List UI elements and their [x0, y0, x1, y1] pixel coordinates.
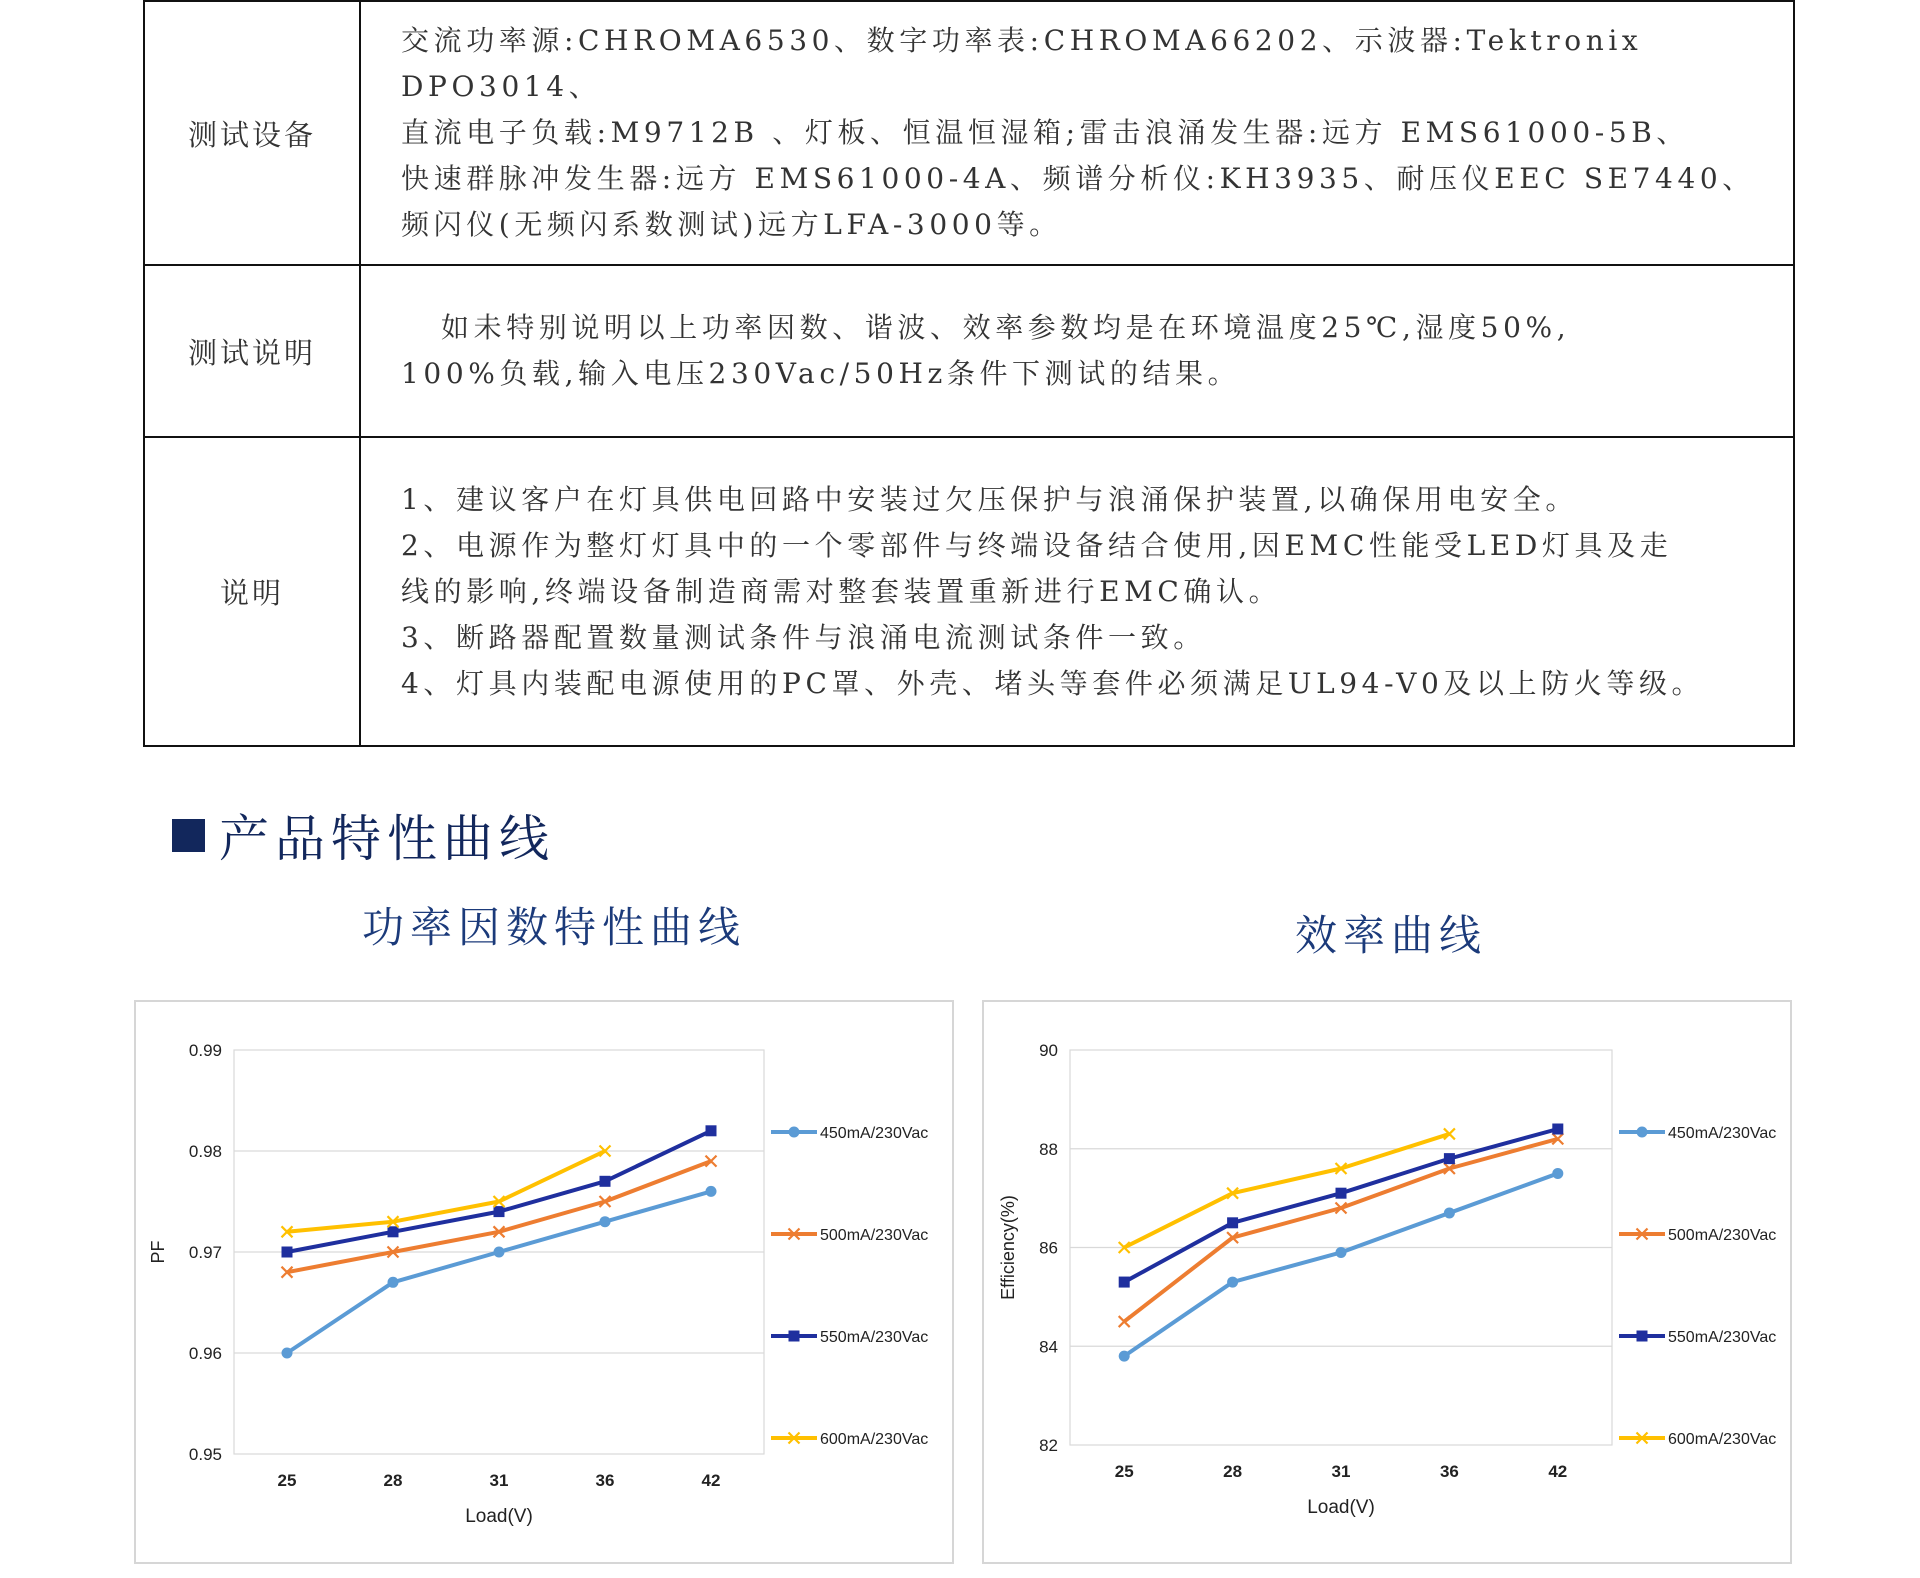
legend-label: 450mA/230Vac: [1668, 1125, 1777, 1142]
pf-chart-svg: [136, 1002, 952, 1562]
data-point: [1552, 1168, 1563, 1179]
spec-key-equipment: 测试设备: [145, 2, 361, 264]
series-line: [1124, 1129, 1558, 1282]
data-point: [282, 1247, 293, 1258]
data-point: [1227, 1217, 1238, 1228]
x-tick-label: 42: [701, 1471, 721, 1490]
x-tick-label: 31: [489, 1471, 509, 1490]
data-point: [1336, 1247, 1347, 1258]
spec-table: [143, 0, 1795, 747]
square-bullet-icon: [172, 819, 205, 852]
data-point: [706, 1186, 717, 1197]
legend-label: 550mA/230Vac: [820, 1329, 929, 1346]
x-tick-label: 25: [277, 1471, 297, 1490]
data-point: [494, 1247, 505, 1258]
pf-chart-title: 功率因数特性曲线: [362, 903, 747, 952]
x-tick-label: 42: [1548, 1462, 1568, 1481]
spec-line: 线的影响,终端设备制造商需对整套装置重新进行EMC确认。: [401, 574, 1282, 608]
y-tick-label: 0.98: [188, 1142, 222, 1161]
spec-line: 快速群脉冲发生器:远方 EMS61000-4A、频谱分析仪:KH3935、耐压仪EEC SE7440、: [401, 162, 1755, 195]
spec-value-notes: [361, 438, 1793, 745]
legend-label: 550mA/230Vac: [1668, 1329, 1777, 1346]
y-tick-label: 0.99: [188, 1041, 222, 1060]
data-point: [600, 1176, 611, 1187]
data-point: [1227, 1277, 1238, 1288]
spec-row-notes: [145, 436, 1793, 745]
y-axis-label: Efficiency(%): [998, 1195, 1018, 1300]
legend-label: 600mA/230Vac: [1668, 1431, 1777, 1448]
legend-marker: [1637, 1127, 1648, 1138]
y-tick-label: 0.97: [188, 1243, 222, 1262]
y-tick-label: 82: [1039, 1436, 1058, 1455]
x-axis-label: Load(V): [1307, 1497, 1375, 1518]
efficiency-chart-title: 效率曲线: [1295, 911, 1488, 960]
x-tick-label: 31: [1331, 1462, 1351, 1481]
spec-line: 2、电源作为整灯灯具中的一个零部件与终端设备结合使用,因EMC性能受LED灯具及走: [401, 528, 1673, 562]
spec-value-conditions: [361, 266, 1793, 436]
y-tick-label: 0.96: [188, 1344, 222, 1363]
data-point: [494, 1206, 505, 1217]
spec-line: 交流功率源:CHROMA6530、数字功率表:CHROMA66202、示波器:Tektronix DPO3014、: [401, 24, 1643, 103]
data-point: [1119, 1277, 1130, 1288]
data-point: [1119, 1351, 1130, 1362]
y-tick-label: 88: [1039, 1139, 1058, 1159]
efficiency-chart: [982, 1000, 1792, 1564]
efficiency-chart-svg: [984, 1002, 1790, 1562]
data-point: [600, 1216, 611, 1227]
section-title: 产品特性曲线: [219, 810, 555, 868]
x-tick-label: 28: [1223, 1462, 1243, 1481]
x-tick-label: 36: [1439, 1462, 1459, 1481]
data-point: [1336, 1188, 1347, 1199]
spec-row-equipment: [145, 2, 1793, 264]
data-point: [1444, 1153, 1455, 1164]
y-axis-label: PF: [148, 1240, 168, 1264]
series-line: [1124, 1173, 1558, 1356]
spec-line: 1、建议客户在灯具供电回路中安装过欠压保护与浪涌保护装置,以确保用电安全。: [401, 482, 1578, 516]
legend-label: 450mA/230Vac: [820, 1125, 929, 1142]
y-tick-label: 90: [1039, 1041, 1058, 1060]
data-point: [282, 1348, 293, 1359]
x-tick-label: 28: [383, 1471, 403, 1490]
spec-value-equipment: [361, 2, 1793, 264]
legend-marker: [1637, 1331, 1648, 1342]
spec-line: 100%负载,输入电压230Vac/50Hz条件下测试的结果。: [401, 357, 1241, 390]
legend-marker: [789, 1127, 800, 1138]
series-line: [1124, 1139, 1558, 1322]
data-point: [1444, 1207, 1455, 1218]
pf-chart: [134, 1000, 954, 1564]
legend-marker: [789, 1331, 800, 1342]
legend-label: 500mA/230Vac: [820, 1227, 929, 1244]
section-heading: [172, 800, 555, 870]
y-tick-label: 84: [1039, 1337, 1058, 1357]
data-point: [1119, 1316, 1130, 1327]
x-axis-label: Load(V): [465, 1506, 533, 1527]
y-tick-label: 86: [1039, 1238, 1058, 1258]
legend-label: 600mA/230Vac: [820, 1431, 929, 1448]
spec-line: 4、灯具内装配电源使用的PC罩、外壳、堵头等套件必须满足UL94-V0及以上防火等级。: [401, 666, 1705, 700]
spec-row-conditions: [145, 264, 1793, 436]
data-point: [706, 1125, 717, 1136]
data-point: [1552, 1124, 1563, 1135]
data-point: [388, 1277, 399, 1288]
spec-line: 频闪仪(无频闪系数测试)远方LFA-3000等。: [401, 208, 1062, 241]
spec-key-notes: 说明: [145, 438, 361, 745]
y-tick-label: 0.95: [188, 1445, 222, 1464]
spec-line: 直流电子负载:M9712B 、灯板、恒温恒湿箱;雷击浪涌发生器:远方 EMS61000-5B、: [401, 116, 1690, 149]
spec-line: 3、断路器配置数量测试条件与浪涌电流测试条件一致。: [401, 620, 1206, 654]
spec-key-conditions: 测试说明: [145, 266, 361, 436]
x-tick-label: 25: [1114, 1462, 1134, 1481]
data-point: [388, 1226, 399, 1237]
x-tick-label: 36: [595, 1471, 615, 1490]
legend-label: 500mA/230Vac: [1668, 1227, 1777, 1244]
spec-line: 如未特别说明以上功率因数、谐波、效率参数均是在环境温度25℃,湿度50%,: [441, 311, 1571, 344]
